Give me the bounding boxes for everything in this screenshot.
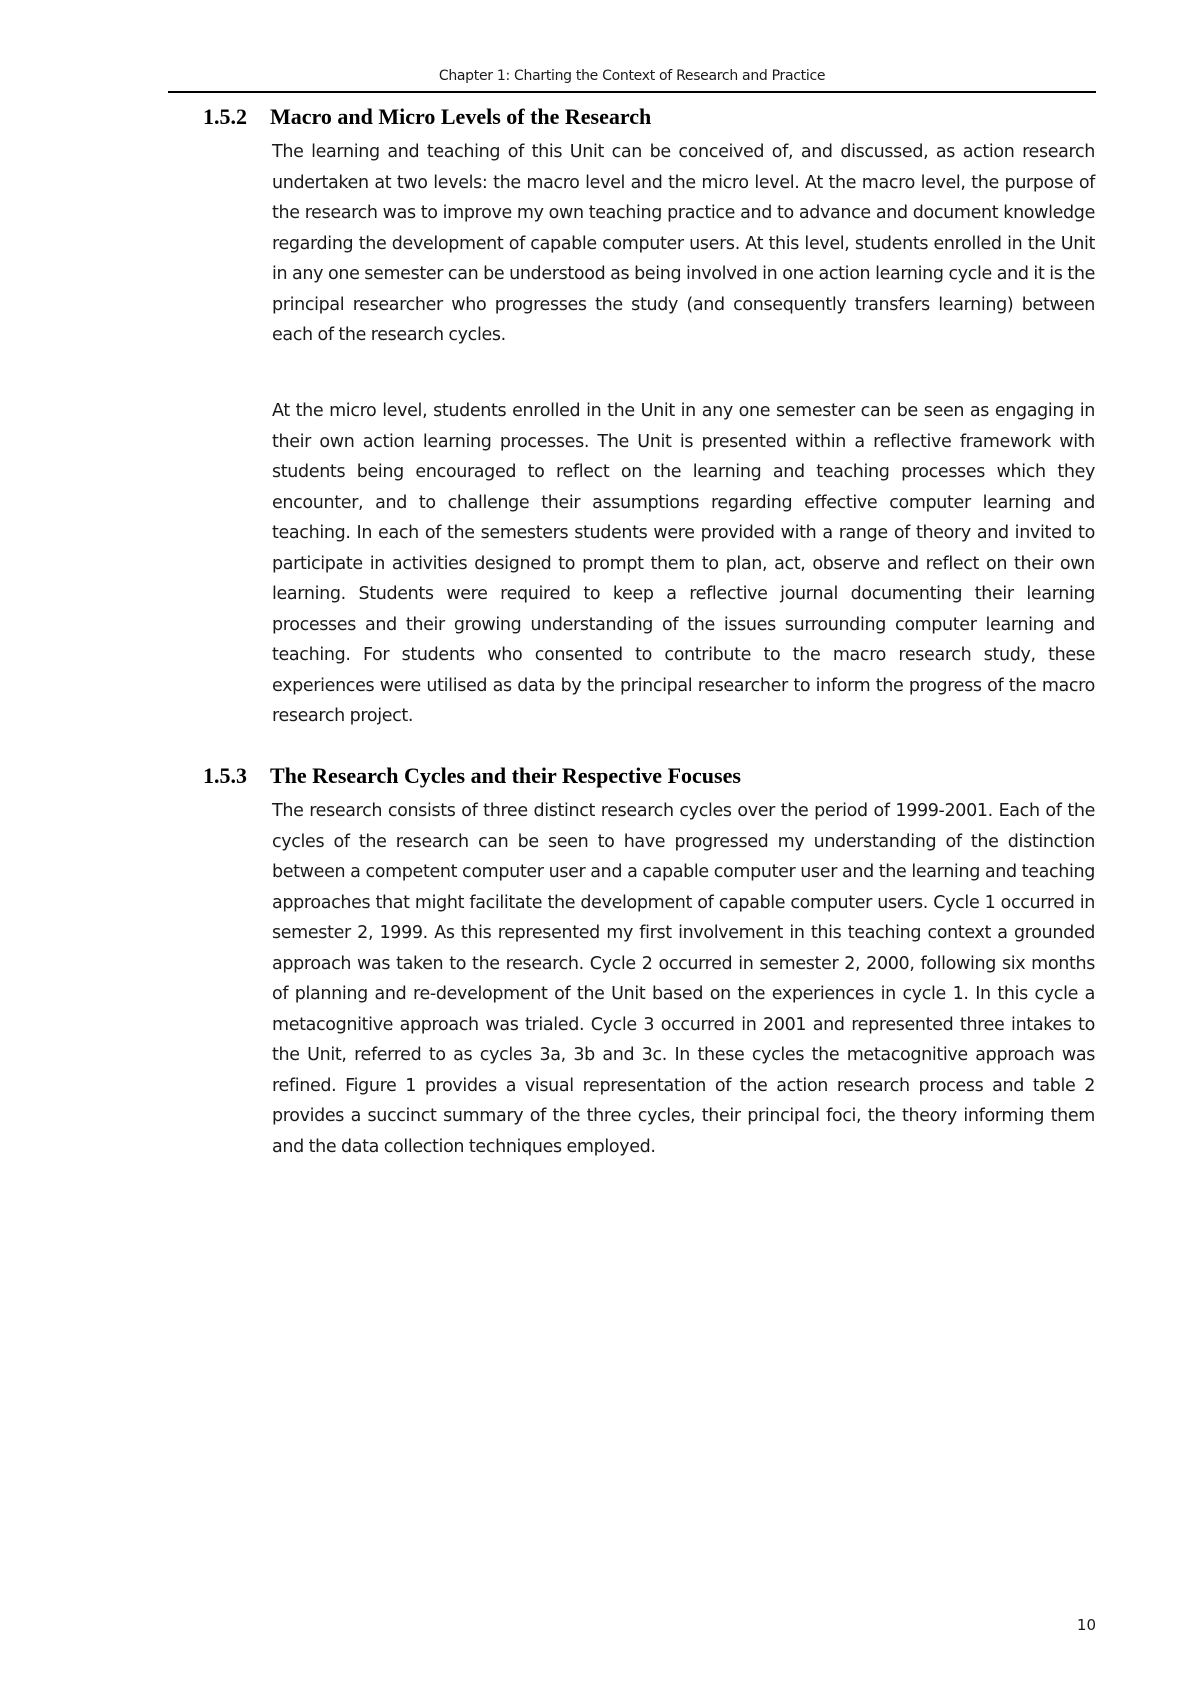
paragraph-macro-level: The learning and teaching of this Unit can be conceived of, and discussed, as action research undertaken at two levels: the macro level and the micro level. At the macro level, the purpose of the research was to improve my own teaching practice and to advance and document knowledge regarding the development of capable computer users. At this level, students enrolled in the Unit in any one semester can be understood as being involved in one action learning cycle and it is the principal researcher who progresses the study (and consequently transfers learning) between each of the research cycles. [272, 142, 1095, 345]
section-number: 1.5.3 [203, 763, 247, 788]
section-heading-1-5-2 [203, 104, 651, 130]
running-header: Chapter 1: Charting the Context of Research and Practice [438, 68, 826, 84]
header-rule [168, 91, 1096, 93]
section-number: 1.5.2 [203, 104, 247, 129]
section-title: The Research Cycles and their Respective Focuses [270, 763, 741, 788]
page-number: 10 [1076, 1616, 1096, 1634]
paragraph-research-cycles: The research consists of three distinct research cycles over the period of 1999-2001. Each of the cycles of the research can be seen to have progressed my understanding of the distinction between a competent computer user and a capable computer user and the learning and teaching approaches that might facilitate the development of capable computer users. Cycle 1 occurred in semester 2, 1999. As this represented my first involvement in this teaching context a grounded approach was taken to the research. Cycle 2 occurred in semester 2, 2000, following six months of planning and re-development of the Unit based on the experiences in cycle 1. In this cycle a metacognitive approach was trialed. Cycle 3 occurred in 2001 and represented three intakes to the Unit, referred to as cycles 3a, 3b and 3c. In these cycles the metacognitive approach was refined. Figure 1 provides a visual representation of the action research process and table 2 provides a succinct summary of the three cycles, their principal foci, the theory informing them and the data collection techniques employed. [272, 801, 1095, 1157]
paragraph-micro-level: At the micro level, students enrolled in the Unit in any one semester can be seen as engaging in their own action learning processes. The Unit is presented within a reflective framework with students being encouraged to reflect on the learning and teaching processes which they encounter, and to challenge their assumptions regarding effective computer learning and teaching. In each of the semesters students were provided with a range of theory and invited to participate in activities designed to prompt them to plan, act, observe and reflect on their own learning. Students were required to keep a reflective journal documenting their learning processes and their growing understanding of the issues surrounding computer learning and teaching. For students who consented to contribute to the macro research study, these experiences were utilised as data by the principal researcher to inform the progress of the macro research project. [272, 401, 1095, 726]
section-title: Macro and Micro Levels of the Research [270, 104, 652, 129]
section-heading-1-5-3 [203, 763, 741, 789]
